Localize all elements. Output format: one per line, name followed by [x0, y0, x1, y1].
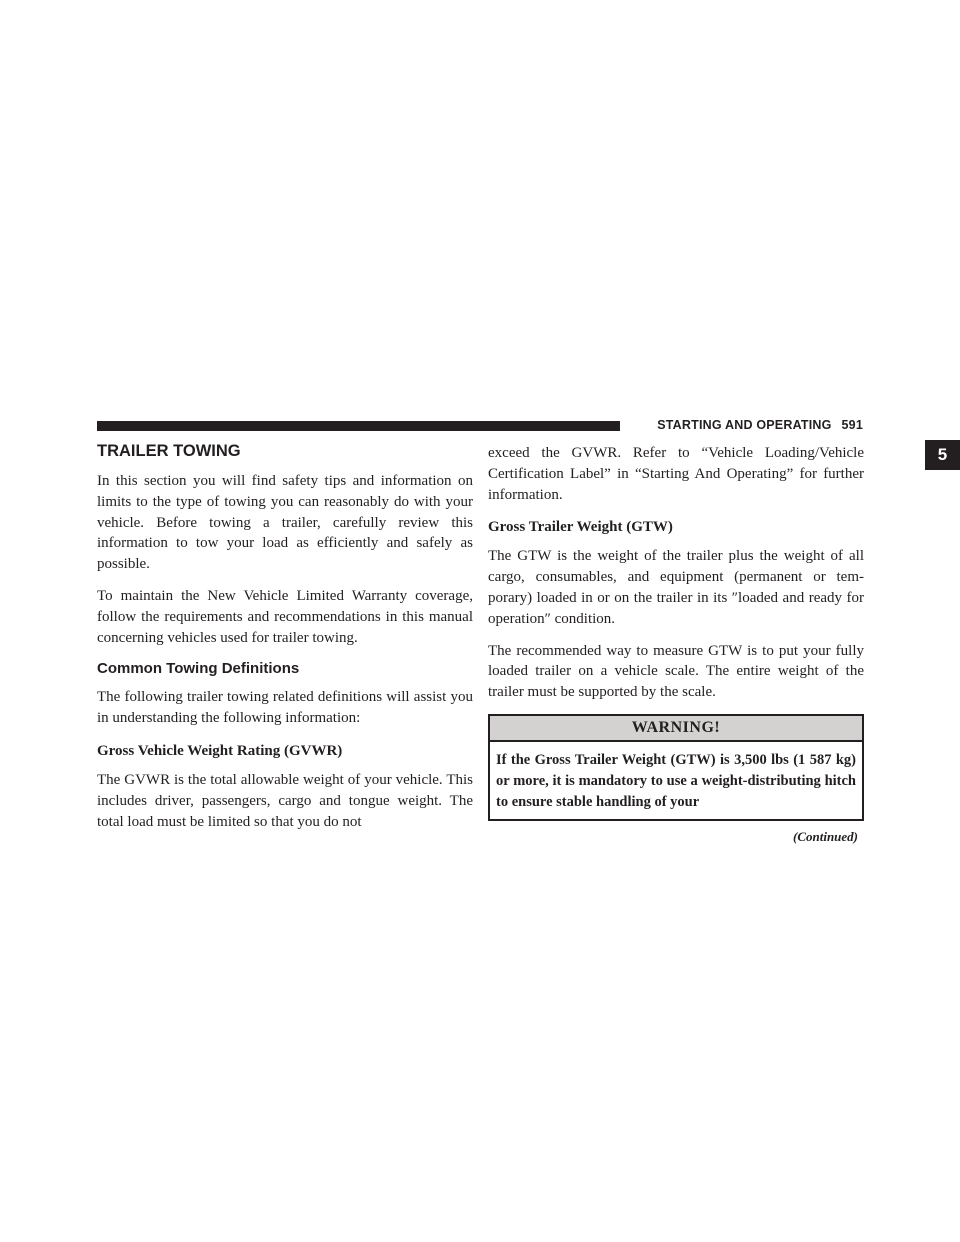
running-header [630, 417, 863, 433]
gvwr-continued-paragraph: exceed the GVWR. Refer to “Vehicle Loading/Vehicle Certification Label” in “Starting And Operating” for further information. [488, 445, 864, 503]
left-column [97, 441, 473, 843]
section-title: STARTING AND OPERATING [657, 418, 832, 432]
page-number: 591 [841, 418, 863, 432]
warranty-paragraph: To maintain the New Vehicle Limited Warranty coverage, follow the requirements and recommendations in this manual concerning vehicles used for trailer towing. [97, 587, 473, 646]
chapter-tab: 5 [925, 440, 960, 470]
gvwr-heading: Gross Vehicle Weight Rating (GVWR) [97, 742, 343, 759]
section-heading: TRAILER TOWING [97, 442, 241, 460]
definitions-heading: Common Towing Definitions [97, 660, 300, 678]
gtw-paragraph-1: The GTW is the weight of the trailer plus the weight of all cargo, consumables, and equipment (permanent or tem-porary) loaded in or on the trailer in its ″loaded and ready for operation″ condition. [488, 548, 864, 627]
warning-text: If the Gross Trailer Weight (GTW) is 3,500 lbs (1 587 kg) or more, it is mandatory to use a weight-distributing hitch to ensure stable handling of your [496, 751, 856, 810]
warning-box [488, 714, 864, 821]
definitions-intro: The following trailer towing related definitions will assist you in understanding the following information: [97, 689, 473, 727]
continued-note: (Continued) [792, 828, 858, 844]
right-column [488, 443, 864, 845]
intro-paragraph: In this section you will find safety tips and information on limits to the type of towing you can reasonably do with your vehicle. Before towing a trailer, carefully review this information to tow your load as efficiently and safely as possible. [97, 473, 473, 573]
gvwr-paragraph: The GVWR is the total allowable weight of your vehicle. This includes driver, passengers, cargo and tongue weight. The total load must be limited so that you do not [97, 771, 473, 830]
warning-title: WARNING! [490, 716, 862, 742]
gtw-paragraph-2: The recommended way to measure GTW is to put your fully loaded trailer on a vehicle scale. The entire weight of the trailer must be supported by the scale. [488, 642, 864, 701]
gtw-heading: Gross Trailer Weight (GTW) [488, 519, 673, 536]
header-rule [97, 421, 620, 431]
